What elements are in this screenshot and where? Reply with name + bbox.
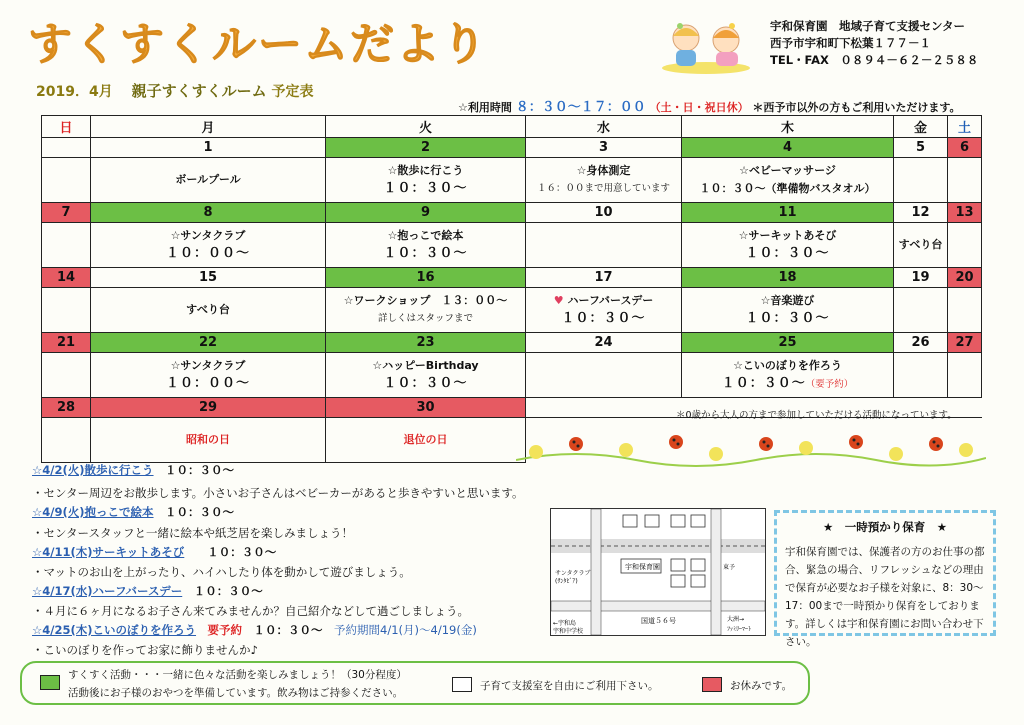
event-title: ☆ベビーマッサージ (739, 164, 836, 177)
event-time: １０：３０～ (383, 181, 468, 196)
org-address: 西予市宇和町下松葉１７７－１ (770, 36, 931, 50)
weekday-mon: 月 (91, 116, 326, 138)
map-label-uwajima: ←宇和島 (553, 620, 577, 627)
date-cell-closed: 13 (948, 203, 982, 223)
weekday-sun: 日 (42, 116, 91, 138)
access-map (550, 508, 766, 636)
legend-swatch-red (702, 677, 722, 692)
event-title: ☆サンタクラブ (170, 359, 246, 372)
event-cell (894, 223, 948, 268)
map-label-santabia: (ｻﾝﾀﾋﾞｱ) (555, 578, 578, 585)
legend-green-line2: 活動後にお子様のおやつを準備しています。飲み物はご持参ください。 (68, 687, 404, 699)
event-time: １０：３０～ (745, 311, 830, 326)
legend-green-line1: すくすく活動・・・一緒に色々な活動を楽しみましょう！（30分程度） (68, 669, 407, 681)
schedule-time: １０：３０～ (193, 584, 263, 598)
map-label-familymart: ﾌｧﾐﾘｰﾏｰﾄ (727, 626, 752, 633)
subtitle-main: 親子すくすくルーム (131, 82, 267, 100)
date-cell-activity: 2 (326, 138, 526, 158)
event-cell (526, 288, 682, 333)
event-note: 詳しくはスタッフまで (377, 313, 473, 324)
legend-white-text: 子育て支援室を自由にご利用下さい。 (480, 680, 659, 692)
event-cell (326, 288, 526, 333)
date-cell-closed: 20 (948, 268, 982, 288)
date-cell (42, 138, 91, 158)
holiday-label: 昭和の日 (91, 418, 326, 463)
date-cell: 3 (526, 138, 682, 158)
hours-time: ８：３０～１７：００ (515, 100, 646, 115)
event-title: ☆散歩に行こう (387, 164, 464, 177)
event-title: ☆サーキットあそび (738, 229, 837, 242)
event-title: ☆ハッピーBirthday (372, 359, 479, 372)
date-cell: 12 (894, 203, 948, 223)
event-cell (682, 288, 894, 333)
event-cell (682, 158, 894, 203)
map-label-center: 宇和保育園 (625, 563, 660, 571)
event-title: ☆こいのぼりを作ろう (733, 358, 842, 372)
temporary-care-box (774, 510, 996, 648)
event-title: ☆音楽遊び (760, 294, 815, 307)
reservation-badge: 要予約 (207, 623, 243, 637)
hours-prefix: ☆利用時間 (458, 101, 512, 114)
week-3-events (42, 288, 982, 333)
event-title: ☆ワークショップ １３：００～ (343, 294, 508, 307)
reservation-period: 予約期間4/1(月)～4/19(金) (334, 623, 477, 637)
event-time: １０：３０～ (745, 246, 830, 261)
map-label-east: 東予 (723, 564, 736, 571)
date-cell-activity: 16 (326, 268, 526, 288)
date-cell-closed: 29 (91, 398, 326, 418)
date-cell: 24 (526, 333, 682, 353)
date-cell-closed: 6 (948, 138, 982, 158)
event-time: １０：００～ (165, 376, 250, 391)
map-label-santa: サンタクラブ (555, 570, 591, 577)
date-cell: 26 (894, 333, 948, 353)
schedule-heading: ☆4/25(木)こいのぼりを作ろう (32, 623, 197, 637)
date-cell-activity: 18 (682, 268, 894, 288)
date-cell-activity: 25 (682, 333, 894, 353)
date-cell-closed: 7 (42, 203, 91, 223)
schedule-desc: ・マットのお山を上がったり、ハイハしたり体を動かして遊びましょう。 (32, 565, 411, 579)
usage-hours (458, 96, 961, 115)
event-cell (326, 353, 526, 398)
date-cell: 19 (894, 268, 948, 288)
week-3-dates (42, 268, 982, 288)
event-time: １０：３０～（準備物バスタオル） (699, 182, 876, 195)
event-text: すべり台 (898, 238, 943, 251)
map-label-school: 宇和中学校 (553, 628, 584, 635)
event-text: ボールプール (175, 173, 241, 186)
org-name: 宇和保育園 地域子育て支援センター (770, 19, 966, 33)
weekday-tue: 火 (326, 116, 526, 138)
event-cell (91, 288, 326, 333)
holiday-label: 退位の日 (326, 418, 526, 463)
schedule-desc: ・４月に６ヶ月になるお子さん来てみませんか？自己紹介などして過ごしましょう。 (32, 604, 469, 618)
event-cell (682, 353, 894, 398)
date-cell: 10 (526, 203, 682, 223)
schedule-item (32, 544, 276, 560)
event-title: ☆サンタクラブ (170, 229, 246, 242)
event-cell (326, 158, 526, 203)
legend-swatch-white (452, 677, 472, 692)
schedule-heading: ☆4/9(火)抱っこで絵本 (32, 505, 154, 519)
event-cell (682, 223, 894, 268)
schedule-time: １０：３０～ (165, 505, 235, 519)
page-title: すくすくルームだより (28, 19, 488, 70)
schedule-heading: ☆4/11(木)サーキットあそび (32, 545, 185, 559)
event-cell (326, 223, 526, 268)
weekday-sat: 土 (948, 116, 982, 138)
event-cell (91, 223, 326, 268)
event-title: ハーフバースデー (567, 294, 654, 307)
event-title: ☆身体測定 (576, 164, 631, 177)
date-cell-closed: 27 (948, 333, 982, 353)
event-time: １０：００～ (165, 246, 250, 261)
hours-note: ＊西予市以外の方もご利用いただけます。 (752, 101, 961, 114)
event-time: １０：３０～ (561, 311, 646, 326)
date-cell: 1 (91, 138, 326, 158)
map-label-ozu: 大洲→ (727, 616, 745, 623)
week-2-dates (42, 203, 982, 223)
schedule-subtitle (36, 80, 313, 101)
organization-info (770, 18, 978, 69)
event-time: １０：３０～ (383, 376, 468, 391)
date-cell-activity: 11 (682, 203, 894, 223)
legend-swatch-green (40, 675, 60, 690)
weekday-fri: 金 (894, 116, 948, 138)
week-4-events (42, 353, 982, 398)
schedule-time: １０：３０～ (207, 545, 277, 559)
children-illustration (660, 18, 752, 74)
week-1-events (42, 158, 982, 203)
temporary-care-title: ★ 一時預かり保育 ★ (822, 520, 948, 534)
schedule-heading: ☆4/2(火)散歩に行こう (32, 463, 154, 477)
legend-red-text: お休みです。 (730, 680, 793, 692)
date-cell-closed: 21 (42, 333, 91, 353)
map-drawing (551, 509, 765, 635)
date-cell: 17 (526, 268, 682, 288)
schedule-desc: ・センタースタッフと一緒に絵本や紙芝居を楽しみましょう！ (32, 526, 353, 540)
date-cell: 15 (91, 268, 326, 288)
event-time: １０：３０～ (383, 246, 468, 261)
event-cell (91, 353, 326, 398)
weekday-header (42, 116, 982, 138)
event-cell (91, 158, 326, 203)
schedule-desc: ・こいのぼりを作ってお家に飾りませんか♪ (32, 643, 258, 657)
date-cell-closed: 28 (42, 398, 91, 418)
event-time: １０：３０～ (721, 375, 806, 391)
date-cell-closed: 14 (42, 268, 91, 288)
schedule-item (32, 583, 263, 599)
temporary-care-body: 宇和保育園では、保護者の方のお仕事の都合、緊急の場合、リフレッシュなどの理由で保育が必要なお子様を対象に、8：30～17：00まで一時預かり保育をしております。詳しくは宇和保育園にお問い合わせ下さい。 (785, 546, 985, 648)
schedule-item (32, 462, 234, 478)
org-phone: TEL・FAX ０８９４－６２－２５８８ (770, 53, 979, 67)
schedule-time: １０：３０～ (165, 463, 235, 477)
date-cell-closed: 30 (326, 398, 526, 418)
reservation-required: （要予約） (805, 378, 854, 390)
week-4-dates (42, 333, 982, 353)
heart-icon: ♥ (553, 294, 564, 307)
date-cell-activity: 23 (326, 333, 526, 353)
week-2-events (42, 223, 982, 268)
weekday-thu: 木 (682, 116, 894, 138)
date-cell-activity: 8 (91, 203, 326, 223)
subtitle-date: 2019．4月 (36, 84, 113, 100)
event-text: すべり台 (186, 303, 230, 316)
event-note: １６：００まで用意しています (536, 183, 670, 194)
hours-closed: （土・日・祝日休） (649, 101, 749, 114)
schedule-item (32, 504, 234, 520)
subtitle-tail: 予定表 (271, 84, 314, 100)
event-cell (526, 158, 682, 203)
date-cell-activity: 22 (91, 333, 326, 353)
date-cell-activity: 4 (682, 138, 894, 158)
weekday-wed: 水 (526, 116, 682, 138)
schedule-desc: ・センター周辺をお散歩します。小さいお子さんはベビーカーがあると歩きやすいと思います。 (32, 486, 524, 500)
ladybug-garland-decoration (516, 430, 986, 468)
date-cell: 5 (894, 138, 948, 158)
legend (20, 661, 810, 705)
map-label-road: 国道５６号 (641, 617, 676, 625)
schedule-heading: ☆4/17(水)ハーフバースデー (32, 584, 183, 598)
schedule-time: １０：３０～ (253, 623, 323, 637)
event-title: ☆抱っこで絵本 (387, 229, 464, 242)
week-1-dates (42, 138, 982, 158)
participation-note: ＊0歳から大人の方まで参加していただける活動になっています。 (676, 410, 957, 421)
schedule-item (32, 622, 477, 638)
date-cell-activity: 9 (326, 203, 526, 223)
